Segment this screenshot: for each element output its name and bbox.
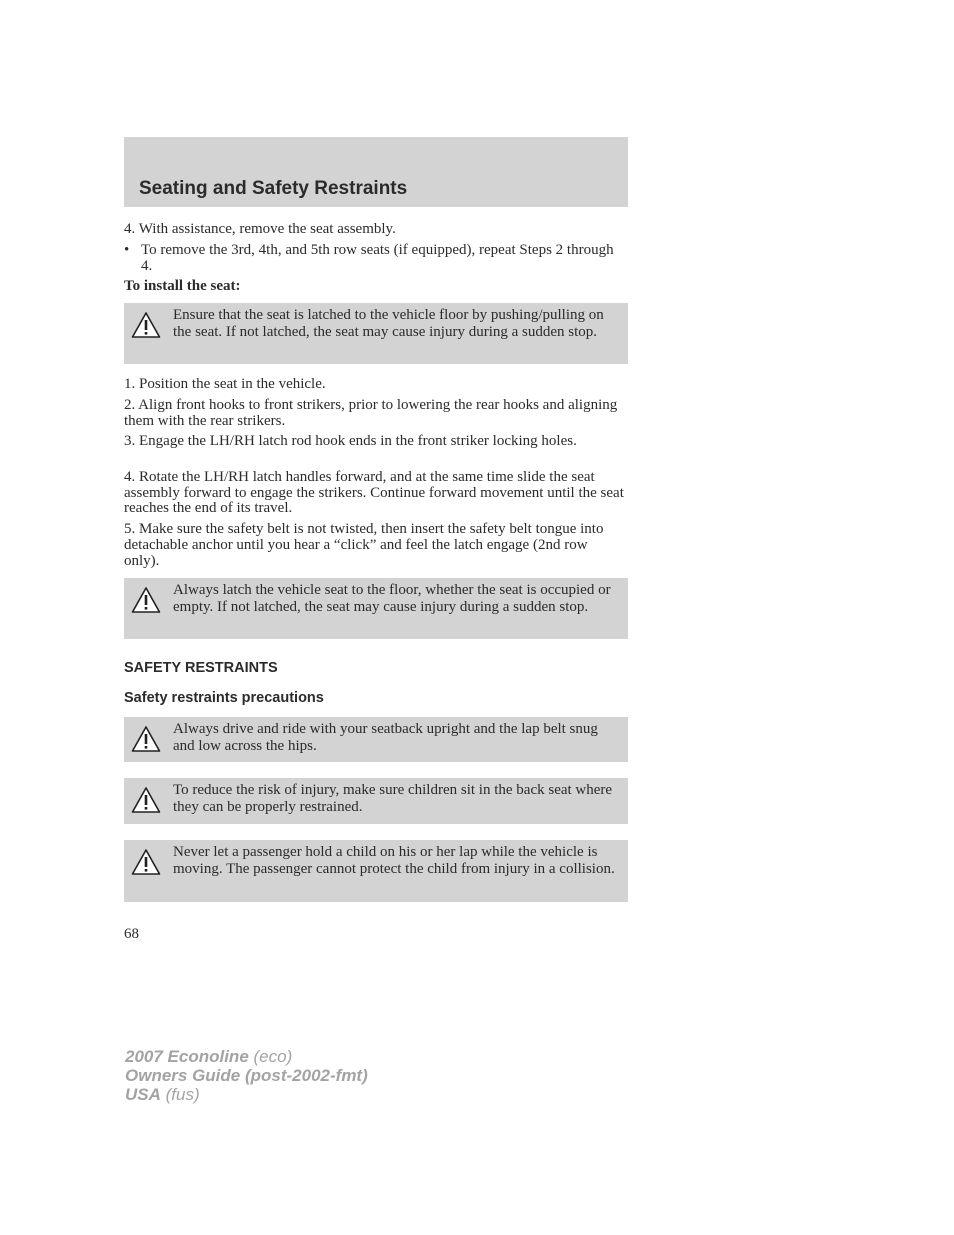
section-header-band: [124, 137, 628, 207]
install-step-5: 5. Make sure the safety belt is not twisted, then insert the safety belt tongue into detachable anchor until you hear a “click” and feel the latch engage (2nd row only).: [124, 521, 604, 569]
footer-guide: Owners Guide (post-2002-fmt): [125, 1066, 368, 1085]
warning-text: Always latch the vehicle seat to the floor, whether the seat is occupied or empty. If not latched, the seat may cause injury during a sudden stop.: [173, 582, 611, 615]
warning-text: To reduce the risk of injury, make sure children sit in the back seat where they can be properly restrained.: [173, 782, 613, 815]
footer-market: USA: [125, 1085, 161, 1104]
install-step-2: 2. Align front hooks to front strikers, prior to lowering the rear hooks and aligning them with the rear strikers.: [124, 397, 618, 429]
bullet-dot: •: [124, 242, 130, 258]
warning-box-children: [124, 778, 628, 824]
warning-box-always-latch: [124, 578, 628, 639]
footer-line-3: [125, 1085, 368, 1104]
warning-text: Ensure that the seat is latched to the vehicle floor by pushing/pulling on the seat. If not latched, the seat may cause injury during a sudden stop.: [173, 307, 604, 340]
document-footer: [125, 1047, 368, 1104]
footer-line-2: [125, 1066, 368, 1085]
section-title: Seating and Safety Restraints: [139, 178, 408, 199]
warning-text: Never let a passenger hold a child on his or her lap while the vehicle is moving. The passenger cannot protect the child from injury in a collision.: [173, 844, 615, 877]
warning-box-latch: [124, 303, 628, 364]
warning-text: Always drive and ride with your seatback upright and the lap belt snug and low across the hips.: [173, 721, 598, 754]
page-number: 68: [124, 926, 139, 942]
footer-market-code: (fus): [165, 1085, 200, 1104]
footer-model: 2007 Econoline: [125, 1047, 249, 1066]
warning-box-lap-child: [124, 840, 628, 902]
safety-precautions-subheading: Safety restraints precautions: [124, 690, 324, 706]
footer-model-code: (eco): [253, 1047, 293, 1066]
install-step-4: 4. Rotate the LH/RH latch handles forward, and at the same time slide the seat assembly forward to engage the strikers. Continue forward movement until the seat reaches the end of its travel.: [124, 469, 624, 516]
safety-restraints-heading: SAFETY RESTRAINTS: [124, 660, 278, 676]
install-step-1: 1. Position the seat in the vehicle.: [124, 376, 326, 392]
install-heading: To install the seat:: [124, 278, 241, 294]
install-step-3: 3. Engage the LH/RH latch rod hook ends in the front striker locking holes.: [124, 433, 577, 449]
warning-box-seatback: [124, 717, 628, 762]
bullet-text: To remove the 3rd, 4th, and 5th row seats (if equipped), repeat Steps 2 through 4.: [141, 242, 614, 274]
removal-bullet: [124, 243, 624, 275]
footer-line-1: [125, 1047, 368, 1066]
removal-step-4: 4. With assistance, remove the seat assembly.: [124, 221, 396, 237]
